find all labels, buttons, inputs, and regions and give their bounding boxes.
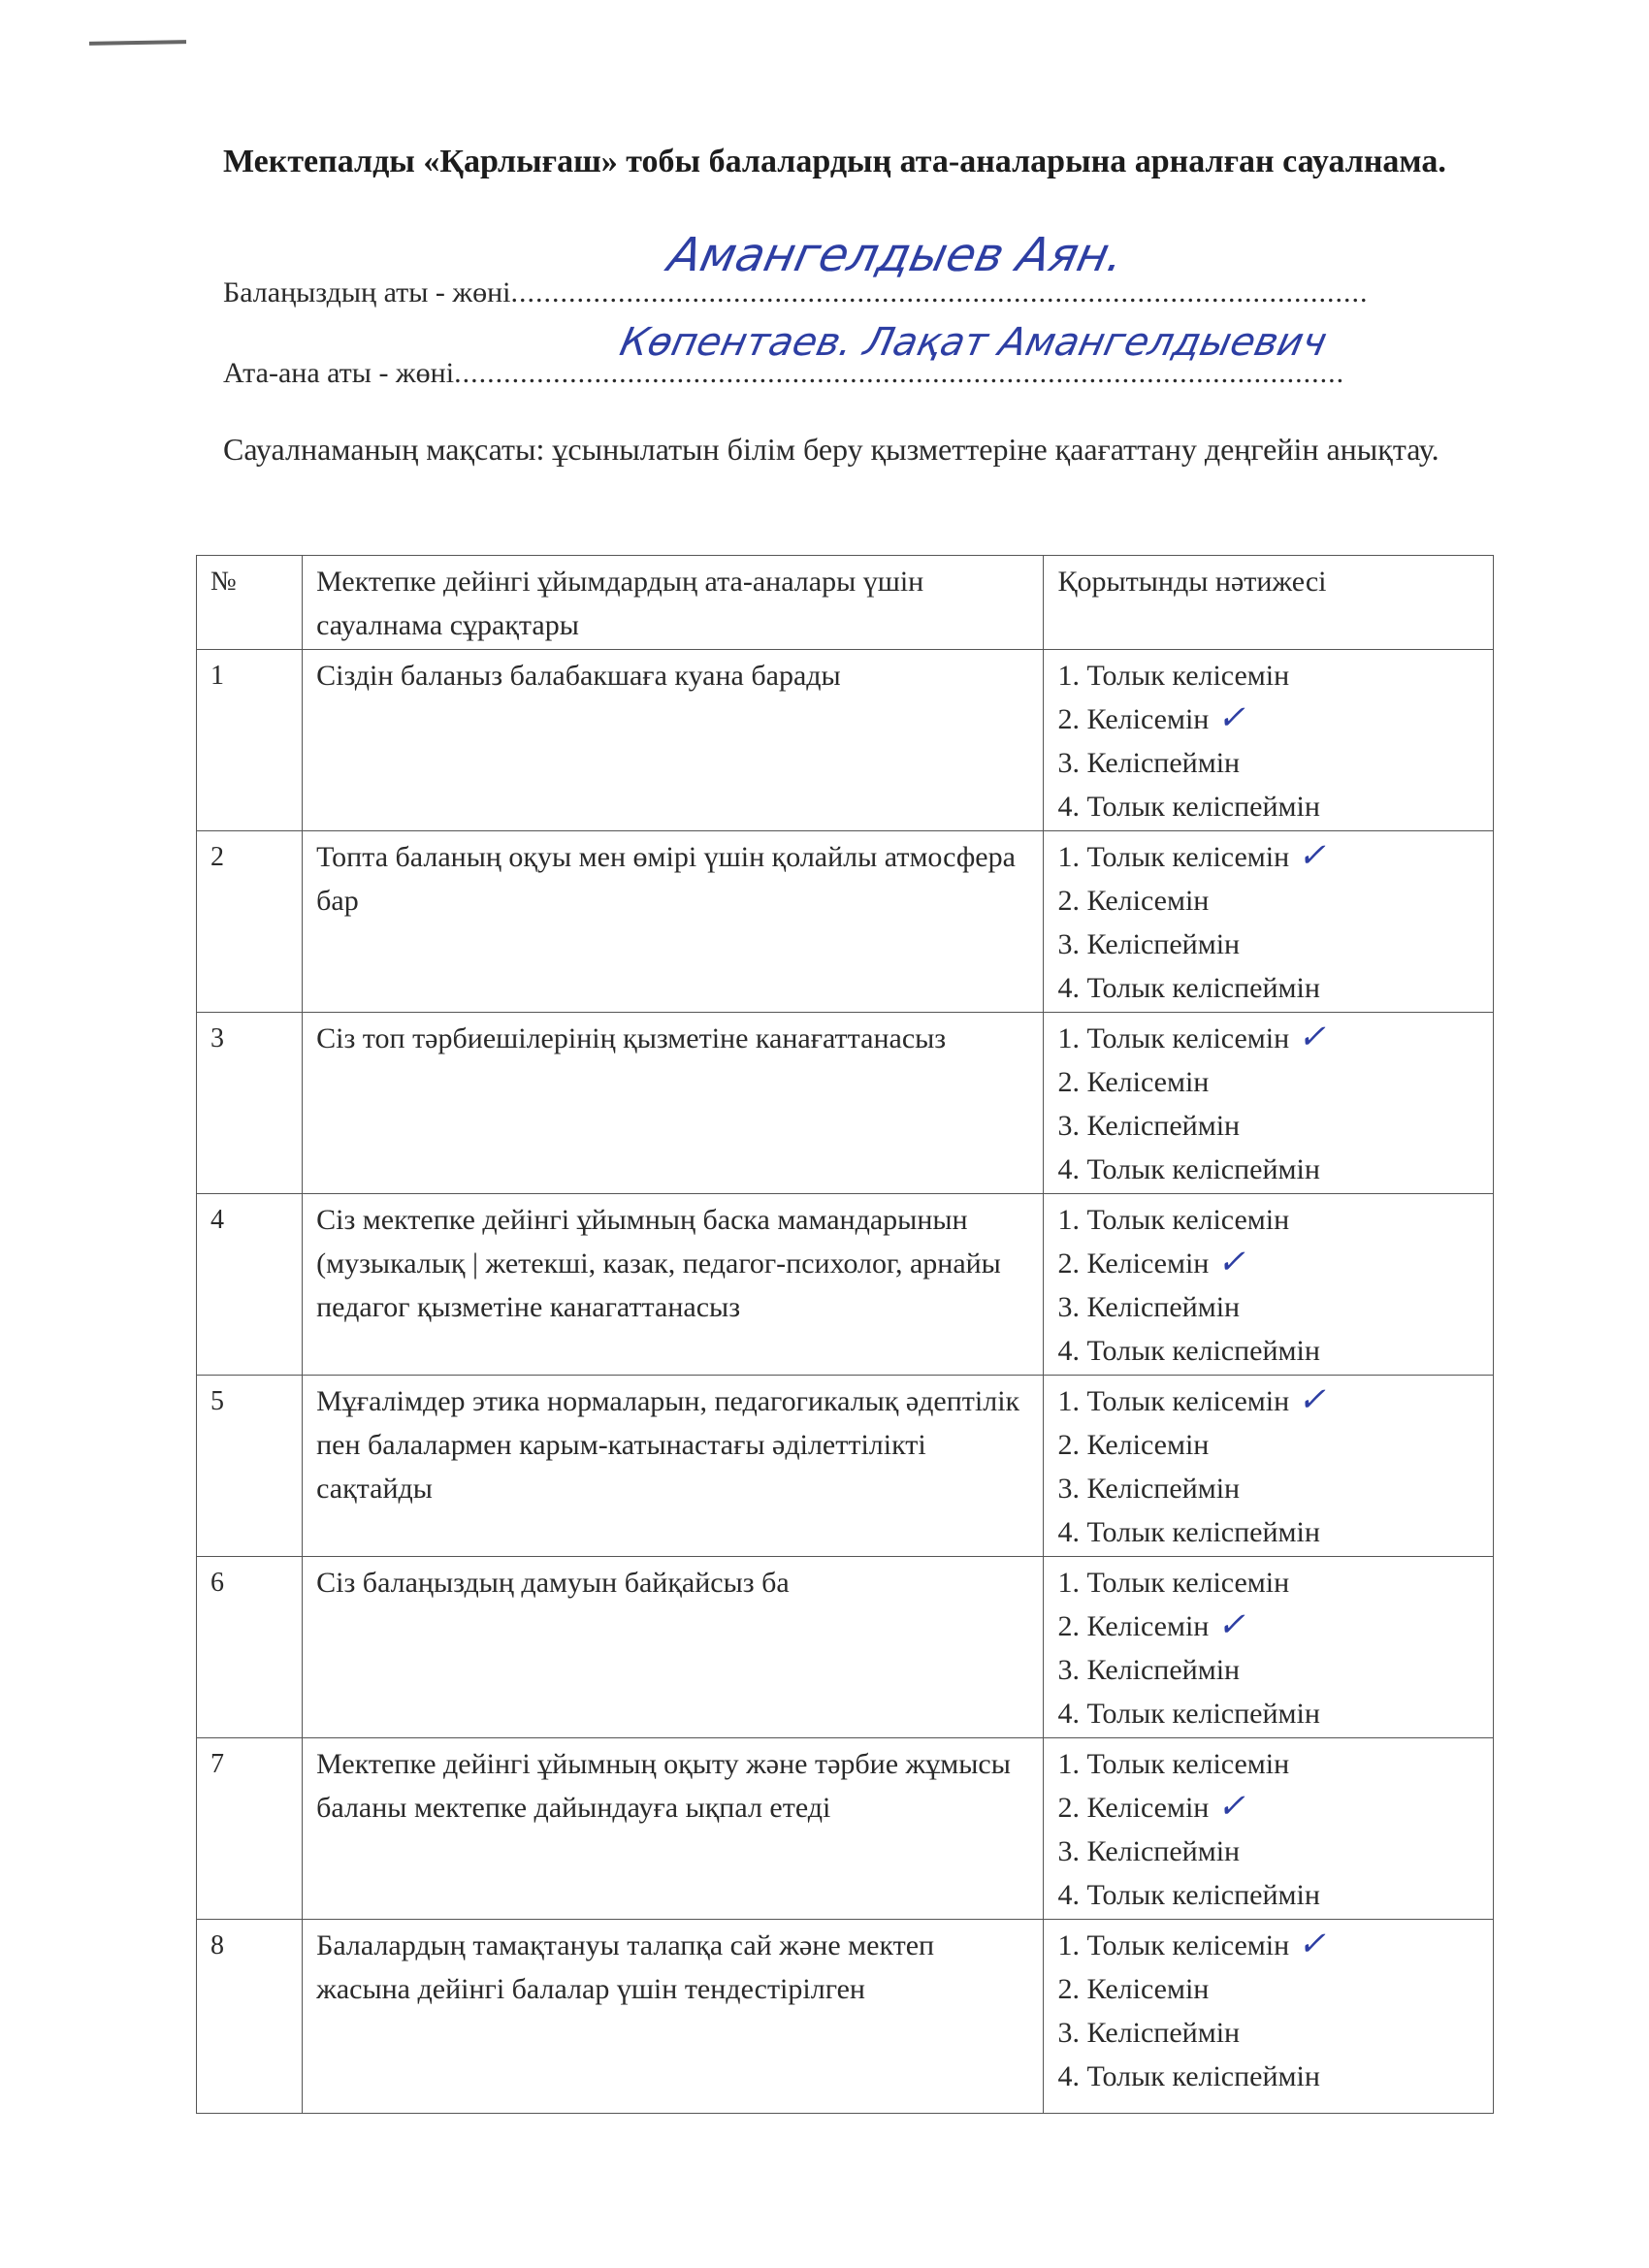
handwritten-check-icon: ✓ [1295, 1380, 1335, 1419]
answer-option [1057, 1604, 1479, 1648]
row-number: 5 [197, 1376, 303, 1557]
answer-option-label: 2. Келісемін [1057, 1247, 1210, 1280]
answer-option [1057, 1148, 1479, 1191]
row-number: 6 [197, 1557, 303, 1738]
answer-option-label: 4. Толык келіспеймін [1057, 1335, 1320, 1367]
answer-option-label: 3. Келіспеймін [1057, 2017, 1241, 2049]
scan-artifact-line [89, 40, 186, 46]
answer-option-label: 2. Келісемін [1057, 1066, 1210, 1098]
answer-option [1057, 923, 1479, 966]
answer-option [1057, 1104, 1479, 1148]
answer-option [1057, 1285, 1479, 1329]
parent-name-dots: ............................................................................................................ [454, 357, 1345, 389]
table-row [197, 650, 1494, 831]
row-question: Мектепке дейінгі ұйымның оқыту және тәрбие жұмысы баланы мектепке дайындауға ықпал етеді [303, 1738, 1044, 1920]
table-row [197, 1738, 1494, 1920]
row-answers [1044, 1738, 1494, 1920]
header-result: Қорытынды нәтижесі [1044, 556, 1494, 650]
parent-name-label: Ата-ана аты - жөні [223, 357, 455, 389]
answer-option [1057, 1510, 1479, 1554]
table-row [197, 1920, 1494, 2114]
answer-option-label: 2. Келісемін [1057, 1973, 1210, 2005]
row-number: 8 [197, 1920, 303, 2114]
answer-option-label: 3. Келіспеймін [1057, 1835, 1241, 1867]
answer-option [1057, 835, 1479, 879]
table-row [197, 1013, 1494, 1194]
handwritten-check-icon: ✓ [1214, 1605, 1254, 1644]
answer-option [1057, 1830, 1479, 1873]
survey-table [196, 555, 1494, 2114]
answer-option [1057, 879, 1479, 923]
answer-option [1057, 1924, 1479, 1967]
answer-option [1057, 1561, 1479, 1604]
header-number: № [197, 556, 303, 650]
answer-option-label: 3. Келіспеймін [1057, 1473, 1241, 1505]
row-number: 4 [197, 1194, 303, 1376]
answer-option-label: 2. Келісемін [1057, 885, 1210, 917]
row-question: Сіз балаңыздың дамуын байқайсыз ба [303, 1557, 1044, 1738]
table-row [197, 831, 1494, 1013]
child-name-label: Балаңыздың аты - жөні [223, 276, 511, 308]
child-name-handwritten: Амангелдыев Аян. [663, 228, 1129, 282]
answer-option-label: 1. Толык келісемін [1057, 1929, 1290, 1961]
answer-option [1057, 2011, 1479, 2055]
answer-option-label: 2. Келісемін [1057, 1610, 1210, 1642]
answer-option [1057, 1198, 1479, 1242]
answer-option-label: 4. Толык келіспеймін [1057, 1698, 1320, 1730]
answer-option [1057, 1967, 1479, 2011]
answer-option-label: 1. Толык келісемін [1057, 1385, 1290, 1417]
row-number: 1 [197, 650, 303, 831]
row-number: 3 [197, 1013, 303, 1194]
row-answers [1044, 1194, 1494, 1376]
row-answers [1044, 1557, 1494, 1738]
answer-option [1057, 1692, 1479, 1735]
answer-option [1057, 1329, 1479, 1373]
table-row [197, 1194, 1494, 1376]
answer-option [1057, 1648, 1479, 1692]
answer-option [1057, 2055, 1479, 2098]
answer-option-label: 3. Келіспеймін [1057, 1654, 1241, 1686]
answer-option-label: 4. Толык келіспеймін [1057, 791, 1320, 823]
answer-option [1057, 697, 1479, 741]
answer-option-label: 4. Толык келіспеймін [1057, 1879, 1320, 1911]
answer-option-label: 3. Келіспеймін [1057, 747, 1241, 779]
answer-option [1057, 1379, 1479, 1423]
row-question: Сіздін баланыз балабакшаға куана барады [303, 650, 1044, 831]
parent-name-handwritten: Көпентаев. Лақат Амангелдыевич [616, 320, 1331, 365]
answer-option [1057, 654, 1479, 697]
row-question: Сіз топ тәрбиешілерінің қызметіне канағаттанасыз [303, 1013, 1044, 1194]
handwritten-check-icon: ✓ [1214, 1243, 1254, 1281]
row-number: 2 [197, 831, 303, 1013]
answer-option-label: 3. Келіспеймін [1057, 1291, 1241, 1323]
answer-option [1057, 785, 1479, 828]
answer-option-label: 3. Келіспеймін [1057, 1110, 1241, 1142]
handwritten-check-icon: ✓ [1295, 1018, 1335, 1056]
handwritten-check-icon: ✓ [1295, 836, 1335, 875]
answer-option-label: 3. Келіспеймін [1057, 928, 1241, 960]
row-question: Балалардың тамақтануы талапқа сай және мектеп жасына дейінгі балалар үшін тендестірілген [303, 1920, 1044, 2114]
row-question: Топта баланың оқуы мен өмірі үшін қолайлы атмосфера бар [303, 831, 1044, 1013]
handwritten-check-icon: ✓ [1214, 698, 1254, 737]
answer-option [1057, 1742, 1479, 1786]
table-row [197, 1376, 1494, 1557]
row-question: Сіз мектепке дейінгі ұйымның баска мамандарынын (музыкалық | жетекші, казак, педагог-психолог, арнайы педагог қызметіне канагаттанасыз [303, 1194, 1044, 1376]
row-answers [1044, 1920, 1494, 2114]
child-name-dots: ........................................................................................................ [510, 276, 1369, 308]
answer-option [1057, 741, 1479, 785]
answer-option [1057, 1423, 1479, 1467]
row-answers [1044, 1013, 1494, 1194]
answer-option-label: 4. Толык келіспеймін [1057, 1153, 1320, 1185]
handwritten-check-icon: ✓ [1214, 1787, 1254, 1826]
answer-option-label: 4. Толык келіспеймін [1057, 972, 1320, 1004]
answer-option-label: 1. Толык келісемін [1057, 1022, 1290, 1054]
answer-option-label: 1. Толык келісемін [1057, 660, 1290, 692]
row-question: Мұғалімдер этика нормаларын, педагогикалық әдептілік пен балалармен карым-катынастағы әділеттілікті сақтайды [303, 1376, 1044, 1557]
answer-option [1057, 1242, 1479, 1285]
row-answers [1044, 1376, 1494, 1557]
row-answers [1044, 831, 1494, 1013]
answer-option [1057, 1467, 1479, 1510]
survey-purpose: Сауалнаманың мақсаты: ұсынылатын білім беру қызметтеріне қаағаттану деңгейін анықтау. [223, 432, 1439, 467]
row-number: 7 [197, 1738, 303, 1920]
answer-option [1057, 1017, 1479, 1060]
answer-option [1057, 966, 1479, 1010]
answer-option-label: 2. Келісемін [1057, 703, 1210, 735]
answer-option-label: 2. Келісемін [1057, 1792, 1210, 1824]
answer-option-label: 1. Толык келісемін [1057, 1748, 1290, 1780]
answer-option-label: 1. Толык келісемін [1057, 841, 1290, 873]
header-question: Мектепке дейінгі ұйымдардың ата-аналары үшін сауалнама сұрақтары [303, 556, 1044, 650]
answer-option-label: 1. Толык келісемін [1057, 1567, 1290, 1599]
answer-option-label: 4. Толык келіспеймін [1057, 2060, 1320, 2092]
page-title: Мектепалды «Қарлығаш» тобы балалардың ата-аналарына арналған сауалнама. [223, 144, 1446, 179]
answer-option-label: 2. Келісемін [1057, 1429, 1210, 1461]
answer-option-label: 4. Толык келіспеймін [1057, 1516, 1320, 1548]
handwritten-check-icon: ✓ [1295, 1925, 1335, 1963]
answer-option-label: 1. Толык келісемін [1057, 1204, 1290, 1236]
table-row [197, 1557, 1494, 1738]
row-answers [1044, 650, 1494, 831]
table-header-row [197, 556, 1494, 650]
answer-option [1057, 1873, 1479, 1917]
answer-option [1057, 1786, 1479, 1830]
answer-option [1057, 1060, 1479, 1104]
